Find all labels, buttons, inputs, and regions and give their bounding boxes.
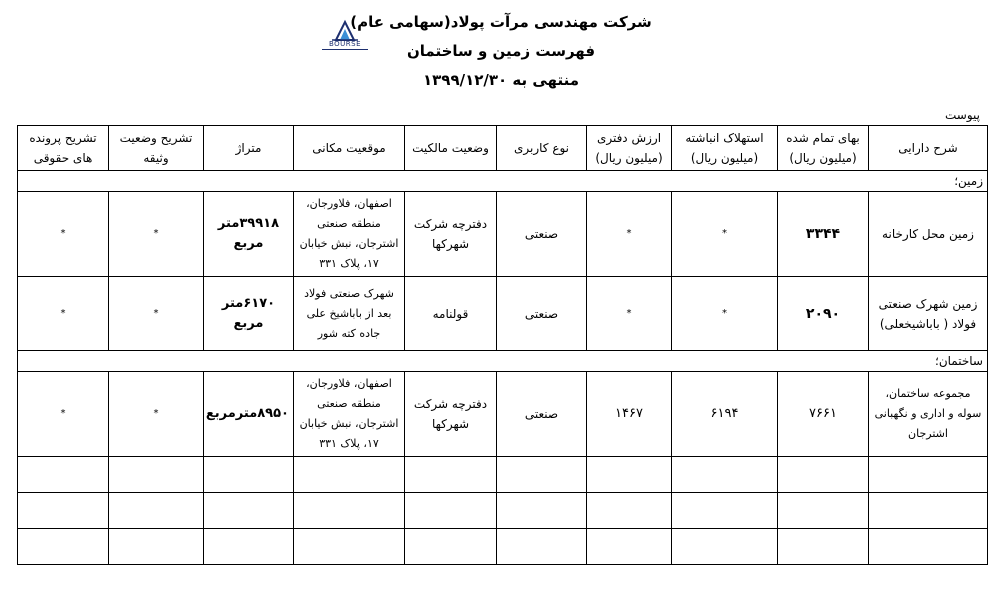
section-label-building: ساختمان؛: [18, 351, 988, 372]
location-value: اصفهان، فلاورجان، منطقه صنعتی اشترجان، نبش خیابان ۱۷، پلاک ۳۳۱: [294, 192, 405, 277]
empty-row: [18, 457, 988, 493]
col-location: موقعیت مکانی: [294, 126, 405, 171]
asset-description: مجموعه ساختمان، سوله و اداری و نگهبانی اشترجان: [869, 372, 988, 457]
col-usage: نوع کاربری: [497, 126, 587, 171]
col-book-value: ارزش دفتری (میلیون ریال): [587, 126, 672, 171]
assets-table: [17, 125, 988, 565]
depreciation-value: *: [672, 192, 778, 277]
location-value: شهرک صنعتی فولاد بعد از باباشیخ علی جاده کته شور: [294, 277, 405, 351]
document-header: [0, 8, 1002, 95]
col-ownership: وضعیت مالکیت: [405, 126, 497, 171]
col-depreciation: استهلاک انباشته (میلیون ریال): [672, 126, 778, 171]
ownership-value: دفترچه شرکت شهرکها: [405, 372, 497, 457]
usage-value: صنعتی: [497, 277, 587, 351]
col-legal: تشریح پرونده های حقوقی: [18, 126, 109, 171]
cost-value: ۲۰۹۰: [778, 277, 869, 351]
area-value: ۳۹۹۱۸متر مربع: [204, 192, 294, 277]
bourse-logo: [322, 16, 368, 58]
cost-value: ۷۶۶۱: [778, 372, 869, 457]
legal-value: *: [18, 277, 109, 351]
col-asset-description: شرح دارایی: [869, 126, 988, 171]
location-value: اصفهان، فلاورجان، منطقه صنعتی اشترجان، نبش خیابان ۱۷، پلاک ۳۳۱: [294, 372, 405, 457]
book-value: ۱۴۶۷: [587, 372, 672, 457]
section-row-land: [18, 171, 988, 192]
empty-row: [18, 529, 988, 565]
period-date: منتهی به ۱۳۹۹/۱۲/۳۰: [423, 71, 579, 89]
book-value: *: [587, 192, 672, 277]
depreciation-value: ۶۱۹۴: [672, 372, 778, 457]
logo-underline: [322, 49, 368, 53]
legal-value: *: [18, 192, 109, 277]
logo-text: BOURSE: [328, 40, 362, 48]
asset-description: زمین شهرک صنعتی فولاد ( باباشیخعلی): [869, 277, 988, 351]
table-header-row: [18, 126, 988, 171]
usage-value: صنعتی: [497, 372, 587, 457]
attachment-label: پیوست: [945, 108, 980, 122]
cost-value: ۳۳۴۴: [778, 192, 869, 277]
section-row-building: [18, 351, 988, 372]
table-row: [18, 277, 988, 351]
area-value: ۶۱۷۰متر مربع: [204, 277, 294, 351]
asset-description: زمین محل کارخانه: [869, 192, 988, 277]
col-collateral: تشریح وضعیت وثیقه: [109, 126, 204, 171]
ownership-value: قولنامه: [405, 277, 497, 351]
collateral-value: *: [109, 277, 204, 351]
legal-value: *: [18, 372, 109, 457]
col-area: متراژ: [204, 126, 294, 171]
collateral-value: *: [109, 372, 204, 457]
collateral-value: *: [109, 192, 204, 277]
ownership-value: دفترچه شرکت شهرکها: [405, 192, 497, 277]
depreciation-value: *: [672, 277, 778, 351]
area-value: ۸۹۵۰مترمربع: [204, 372, 294, 457]
col-cost: بهای تمام شده (میلیون ریال): [778, 126, 869, 171]
table-row: [18, 372, 988, 457]
bourse-logo-icon: [322, 16, 368, 42]
section-label-land: زمین؛: [18, 171, 988, 192]
book-value: *: [587, 277, 672, 351]
empty-row: [18, 493, 988, 529]
usage-value: صنعتی: [497, 192, 587, 277]
list-title: فهرست زمین و ساختمان: [406, 42, 596, 60]
company-name: شرکت مهندسی مرآت پولاد(سهامی عام): [350, 13, 652, 31]
table-row: [18, 192, 988, 277]
